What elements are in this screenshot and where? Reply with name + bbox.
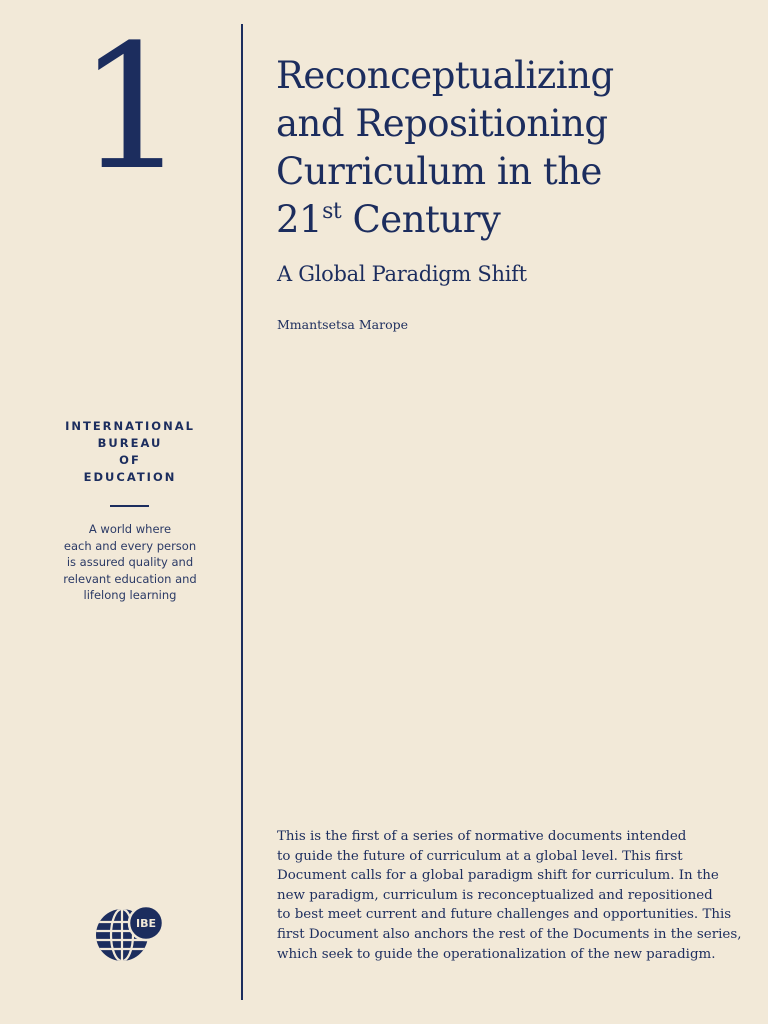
mission-line: is assured quality and: [66, 555, 194, 569]
chapter-number: 1: [77, 7, 183, 208]
globe-icon: [94, 904, 166, 964]
title-line-4: [276, 196, 746, 244]
abstract-line: first Document also anchors the rest of the Documents in the series,: [277, 926, 742, 942]
abstract-paragraph: [277, 827, 742, 964]
organization-name-line: EDUCATION: [83, 470, 177, 484]
organization-name-line: OF: [119, 453, 141, 467]
abstract-line: Document calls for a global paradigm shift for curriculum. In the: [277, 868, 719, 884]
title-line-3: Curriculum in the: [276, 150, 602, 193]
mission-line: lifelong learning: [83, 588, 177, 602]
vertical-divider: [241, 24, 243, 1000]
title-line-1: Reconceptualizing: [276, 54, 614, 97]
document-subtitle: A Global Paradigm Shift: [277, 262, 527, 286]
organization-mission: [40, 521, 220, 604]
abstract-line: which seek to guide the operationalization of the new paradigm.: [277, 946, 716, 962]
ibe-logo: [94, 904, 166, 964]
author-name: Mmantsetsa Marope: [277, 317, 409, 332]
organization-name: [40, 418, 220, 486]
abstract-line: to guide the future of curriculum at a global level. This first: [277, 848, 683, 864]
organization-name-line: INTERNATIONAL: [65, 419, 195, 433]
mission-line: A world where: [88, 522, 172, 536]
title-century-number: 21: [276, 198, 323, 241]
organization-name-line: BUREAU: [97, 436, 163, 450]
title-line-2: and Repositioning: [276, 102, 608, 145]
mission-line: relevant education and: [63, 571, 197, 586]
abstract-line: new paradigm, curriculum is reconceptualized and repositioned: [277, 887, 713, 903]
title-century-ordinal: st: [322, 199, 342, 224]
abstract-line: to best meet current and future challenges and opportunities. This: [277, 907, 732, 923]
logo-text: IBE: [136, 917, 156, 930]
title-century-word: Century: [341, 198, 501, 241]
document-title: [276, 52, 746, 244]
organization-divider: [110, 505, 149, 507]
mission-line: each and every person: [63, 538, 197, 553]
abstract-line: This is the first of a series of normative documents intended: [277, 829, 687, 844]
